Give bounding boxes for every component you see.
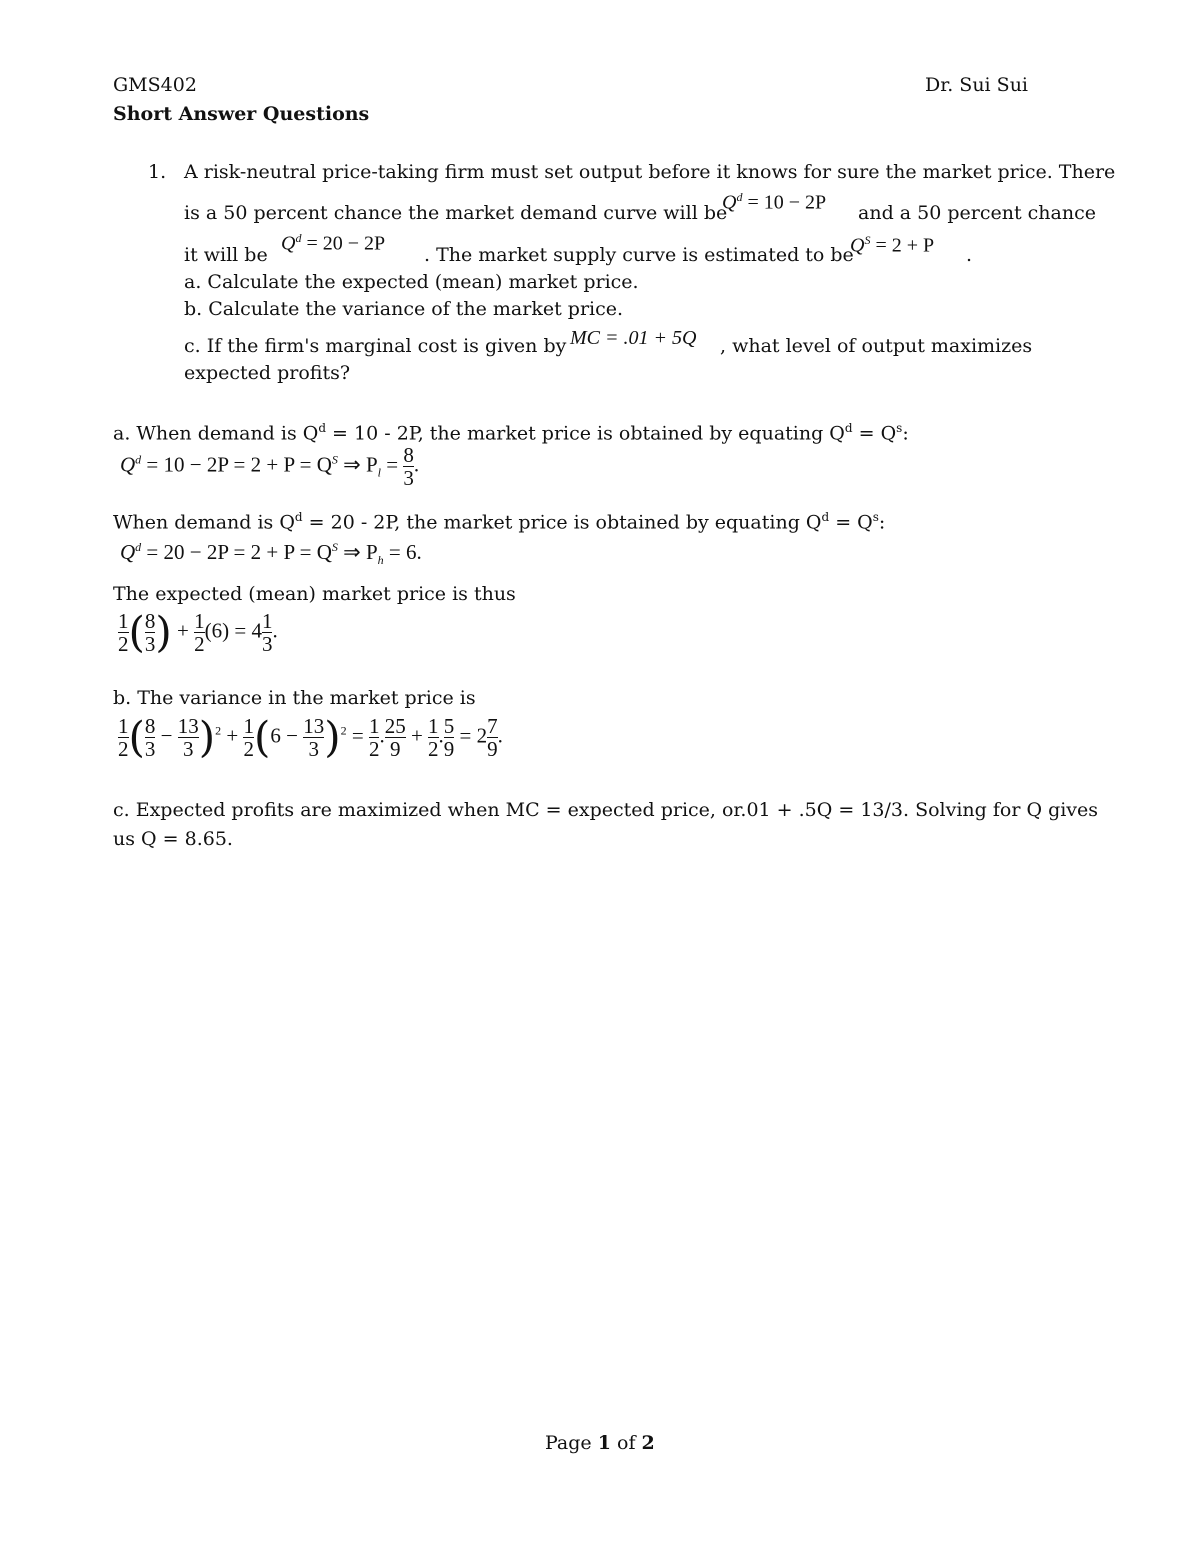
equation-demand-2: $Q^d = 20 - 2P$ — [281, 231, 386, 255]
answer-a-line-3: The expected (mean) market price is thus — [113, 583, 516, 605]
answer-b-line-1: b. The variance in the market price is — [113, 687, 476, 709]
fraction-eight-thirds: $\frac{8}{3}$ — [403, 443, 414, 491]
equation-supply: $Q^S = 2 + P$ — [850, 233, 935, 257]
answer-a-mean-equation: $\frac{1}{2}$ ( $\frac{8}{3}$ ) + $\frac{1}{2}$ (6) = 4 $\frac{1}{3}$ . — [118, 607, 278, 657]
question-line-2-a: is a 50 percent chance the market demand curve will be — [184, 202, 728, 224]
question-part-c-b: , what level of output maximizes — [720, 335, 1033, 357]
question-part-c-a: c. If the firm's marginal cost is given by — [184, 335, 567, 357]
equation-marginal-cost: MC = .01 + 5Q — [570, 327, 697, 349]
answer-a-equation-2: $Q^d = 20 - 2P = 2 + P = Q^S$ ⇒ $P_h = 6$. — [120, 540, 422, 568]
answer-c-line-1: c. Expected profits are maximized when MC = expected price, or.01 + .5Q = 13/3. Solving for Q gives — [113, 799, 1099, 821]
question-line-1: A risk-neutral price-taking firm must set output before it knows for sure the market price. There — [184, 161, 1116, 183]
answer-c-line-2: us Q = 8.65. — [113, 828, 233, 850]
section-title: Short Answer Questions — [113, 103, 370, 125]
answer-a-line-1: a. When demand is $Q^d = 10 - 2P$, the market price is obtained by equating $Q^d = Q^s$: — [113, 421, 909, 445]
question-line-2-b: and a 50 percent chance — [858, 202, 1096, 224]
question-line-3-a: it will be — [184, 244, 268, 266]
equation-demand-1: $Q^d = 10 - 2P$ — [722, 190, 827, 214]
question-part-c-c: expected profits? — [184, 362, 351, 384]
answer-b-variance-equation: $\frac{1}{2}$ ( $\frac{8}{3}$ − $\frac{13}{3}$ )$^2$ + $\frac{1}{2}$ (6 − $\frac{13}{3}$ )$^2$ = $\frac{1}{2}$ . $\frac{25}{9}$ + $\frac{1}{2}$ . $\frac{5}{9}$ = 2 $\frac{7}{9}$ . — [118, 712, 503, 762]
question-line-3-c: . — [966, 244, 973, 266]
course-code: GMS402 — [113, 74, 197, 96]
answer-a-line-2: When demand is $Q^d = 20 - 2P$, the market price is obtained by equating $Q^d = Q^s$: — [113, 510, 886, 534]
question-number: 1. — [148, 161, 167, 183]
answer-a-equation-1: $Q^d = 10 - 2P = 2 + P = Q^S$ ⇒ $P_l$ = $\frac{8}{3}$ . — [120, 443, 420, 491]
instructor-name: Dr. Sui Sui — [925, 74, 1029, 96]
question-part-b: b. Calculate the variance of the market price. — [184, 298, 624, 320]
page-footer: Page 1 of 2 — [545, 1432, 655, 1454]
question-part-a: a. Calculate the expected (mean) market price. — [184, 271, 639, 293]
question-line-3-b: . The market supply curve is estimated to be — [424, 244, 854, 266]
